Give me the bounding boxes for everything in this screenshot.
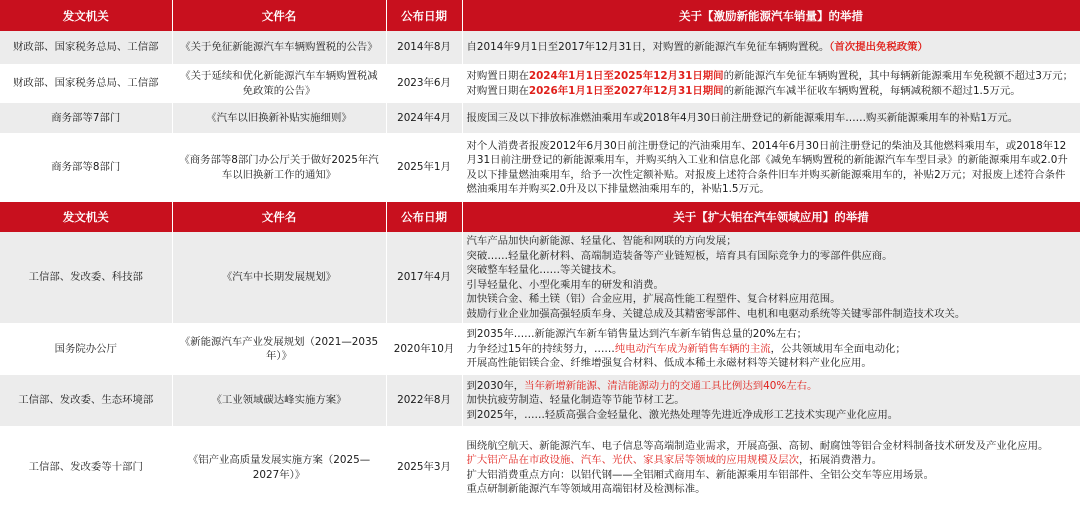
doc-cell: 《工业领域碳达峰实施方案》: [172, 374, 386, 427]
header-row-sales: [0, 0, 1080, 31]
org-cell: 财政部、国家税务总局、工信部: [0, 31, 172, 65]
measure-cell: [462, 324, 1080, 374]
measure-cell: [462, 374, 1080, 427]
measure-line: 汽车产品加快向新能源、轻量化、智能和网联的方向发展；: [466, 235, 737, 247]
header-doc: 文件名: [172, 0, 386, 31]
table-row: [0, 134, 1080, 201]
header-doc: 文件名: [172, 201, 386, 232]
measure-highlight: 2026年1月1日至2027年12月31日期间: [528, 84, 724, 97]
header-date: 公布日期: [386, 0, 462, 31]
doc-cell: 《汽车中长期发展规划》: [172, 232, 386, 324]
header-measures: 关于【激励新能源汽车销量】的举措: [462, 0, 1080, 31]
measure-line: 到2035年……新能源汽车新车销售量达到汽车新车销售总量的20%左右；: [466, 328, 807, 341]
header-org: 发文机关: [0, 0, 172, 31]
measure-line: 开展高性能铝镁合金、纤维增强复合材料、低成本稀土永磁材料等关键材料产业化应用。: [466, 357, 872, 370]
measure-highlight: 扩大铝产品在市政设施、汽车、光伏、家具家居等领域的应用规模及层次: [466, 454, 799, 466]
table-row: [0, 65, 1080, 102]
doc-cell: 《关于免征新能源汽车车辆购置税的公告》: [172, 31, 386, 65]
measure-line: 加快抗疲劳制造、轻量化制造等节能节材工艺。: [466, 394, 685, 407]
measure-cell: [462, 427, 1080, 508]
table-row: [0, 31, 1080, 65]
doc-cell: 《商务部等8部门办公厅关于做好2025年汽车以旧换新工作的通知》: [172, 134, 386, 201]
measure-line: [467, 342, 1075, 357]
measure-line: 突破整车轻量化……等关键技术。: [466, 264, 623, 276]
measure-text: 自2014年9月1日至2017年12月31日，对购置的新能源汽车免征车辆购置税。: [466, 41, 830, 54]
date-cell: 2023年6月: [386, 65, 462, 102]
table-row: [0, 232, 1080, 324]
measure-cell: [462, 65, 1080, 102]
doc-cell: 《汽车以旧换新补贴实施细则》: [172, 102, 386, 134]
measure-text: 的新能源汽车减半征收车辆购置税，每辆减税额不超过1.5万元。: [723, 84, 1021, 97]
org-cell: 国务院办公厅: [0, 324, 172, 374]
table-row: [0, 374, 1080, 427]
measure-cell: [462, 232, 1080, 324]
doc-cell: 《关于延续和优化新能源汽车车辆购置税减免政策的公告》: [172, 65, 386, 102]
header-row-aluminum: [0, 201, 1080, 232]
org-cell: 商务部等7部门: [0, 102, 172, 134]
org-cell: 工信部、发改委、科技部: [0, 232, 172, 324]
measure-line: 鼓励行业企业加强高强轻质车身、关键总成及其精密零部件、电机和电驱动系统等关键零部件制造技术攻关。: [466, 307, 966, 320]
measure-line: 重点研制新能源汽车等领域用高端铝材及检测标准。: [466, 483, 706, 495]
org-cell: 商务部等8部门: [0, 134, 172, 201]
date-cell: 2014年8月: [386, 31, 462, 65]
measure-highlight: （首次提出免税政策）: [829, 41, 928, 54]
measure-cell: [462, 31, 1080, 65]
measure-text: ，拓展消费潜力。: [799, 454, 883, 466]
measure-line: 突破……轻量化新材料、高端制造装备等产业链短板，培育具有国际竞争力的零部件供应商。: [466, 249, 893, 262]
date-cell: 2017年4月: [386, 232, 462, 324]
measure-line: 围绕航空航天、新能源汽车、电子信息等高端制造业需求，开展高强、高韧、耐腐蚀等铝合金材料制备技术研发及产业化应用。: [466, 439, 1049, 452]
measure-line: 到2025年，……轻质高强合金轻量化、激光热处理等先进近净成形工艺技术实现产业化应用。: [466, 408, 899, 421]
measure-line: 引导轻量化、小型化乘用车的研发和消费。: [466, 278, 664, 291]
measure-text: 力争经过15年的持续努力，……: [466, 342, 615, 355]
date-cell: 2025年3月: [386, 427, 462, 508]
measure-text: ，公共领域用车全面电动化；: [770, 342, 906, 355]
measure-line: [467, 453, 1075, 468]
measure-line: [467, 379, 1075, 394]
header-date: 公布日期: [386, 201, 462, 232]
doc-cell: 《新能源汽车产业发展规划（2021—2035年）》: [172, 324, 386, 374]
measure-highlight: 2024年1月1日至2025年12月31日期间: [528, 70, 724, 82]
measure-line: 扩大铝消费重点方向：以铝代钢——全铝厢式商用车、新能源乘用车铝部件、全铝公交车等应用场景。: [466, 468, 935, 481]
org-cell: 财政部、国家税务总局、工信部: [0, 65, 172, 102]
table-row: [0, 324, 1080, 374]
measure-text: 的新能源汽车免征车辆购置税，其中每辆新能源乘用车免税额不超过3万元；对购置日期在: [466, 70, 1074, 97]
measure-text: 对购置日期在: [466, 70, 529, 82]
org-cell: 工信部、发改委、生态环境部: [0, 374, 172, 427]
date-cell: 2020年10月: [386, 324, 462, 374]
measure-cell: 报废国三及以下排放标准燃油乘用车或2018年4月30日前注册登记的新能源乘用车……购买新能源乘用车的补贴1万元。: [462, 102, 1080, 134]
table-row: [0, 102, 1080, 134]
date-cell: 2024年4月: [386, 102, 462, 134]
header-measures: 关于【扩大铝在汽车领域应用】的举措: [462, 201, 1080, 232]
measure-line: 加快镁合金、稀土镁（铝）合金应用，扩展高性能工程塑件、复合材料应用范围。: [466, 293, 841, 305]
date-cell: 2022年8月: [386, 374, 462, 427]
measure-cell: 对个人消费者报废2012年6月30日前注册登记的汽油乘用车、2014年6月30日前注册登记的柴油及其他燃料乘用车，或2018年12月31日前注册登记的新能源乘用车，并购买纳入工业和信息化部《减免车辆购置税的新能源汽车车型目录》的新能源乘用车或2.0升及以下排量燃油乘用车，给予一次性定额补贴。对报废上述符合条件旧车并购买新能源乘用车的，补贴2万元；对报废上述符合条件燃油乘用车并购买2.0升及以下排量燃油乘用车的，补贴1.5万元。: [462, 134, 1080, 201]
measure-highlight: 纯电动汽车成为新销售车辆的主流: [614, 342, 771, 355]
org-cell: 工信部、发改委等十部门: [0, 427, 172, 508]
measure-highlight: 当年新增新能源、清洁能源动力的交通工具比例达到40%左右。: [524, 379, 818, 392]
date-cell: 2025年1月: [386, 134, 462, 201]
doc-cell: 《铝产业高质量发展实施方案（2025—2027年）》: [172, 427, 386, 508]
header-org: 发文机关: [0, 201, 172, 232]
measure-text: 到2030年，: [466, 379, 525, 392]
table-row: [0, 427, 1080, 508]
